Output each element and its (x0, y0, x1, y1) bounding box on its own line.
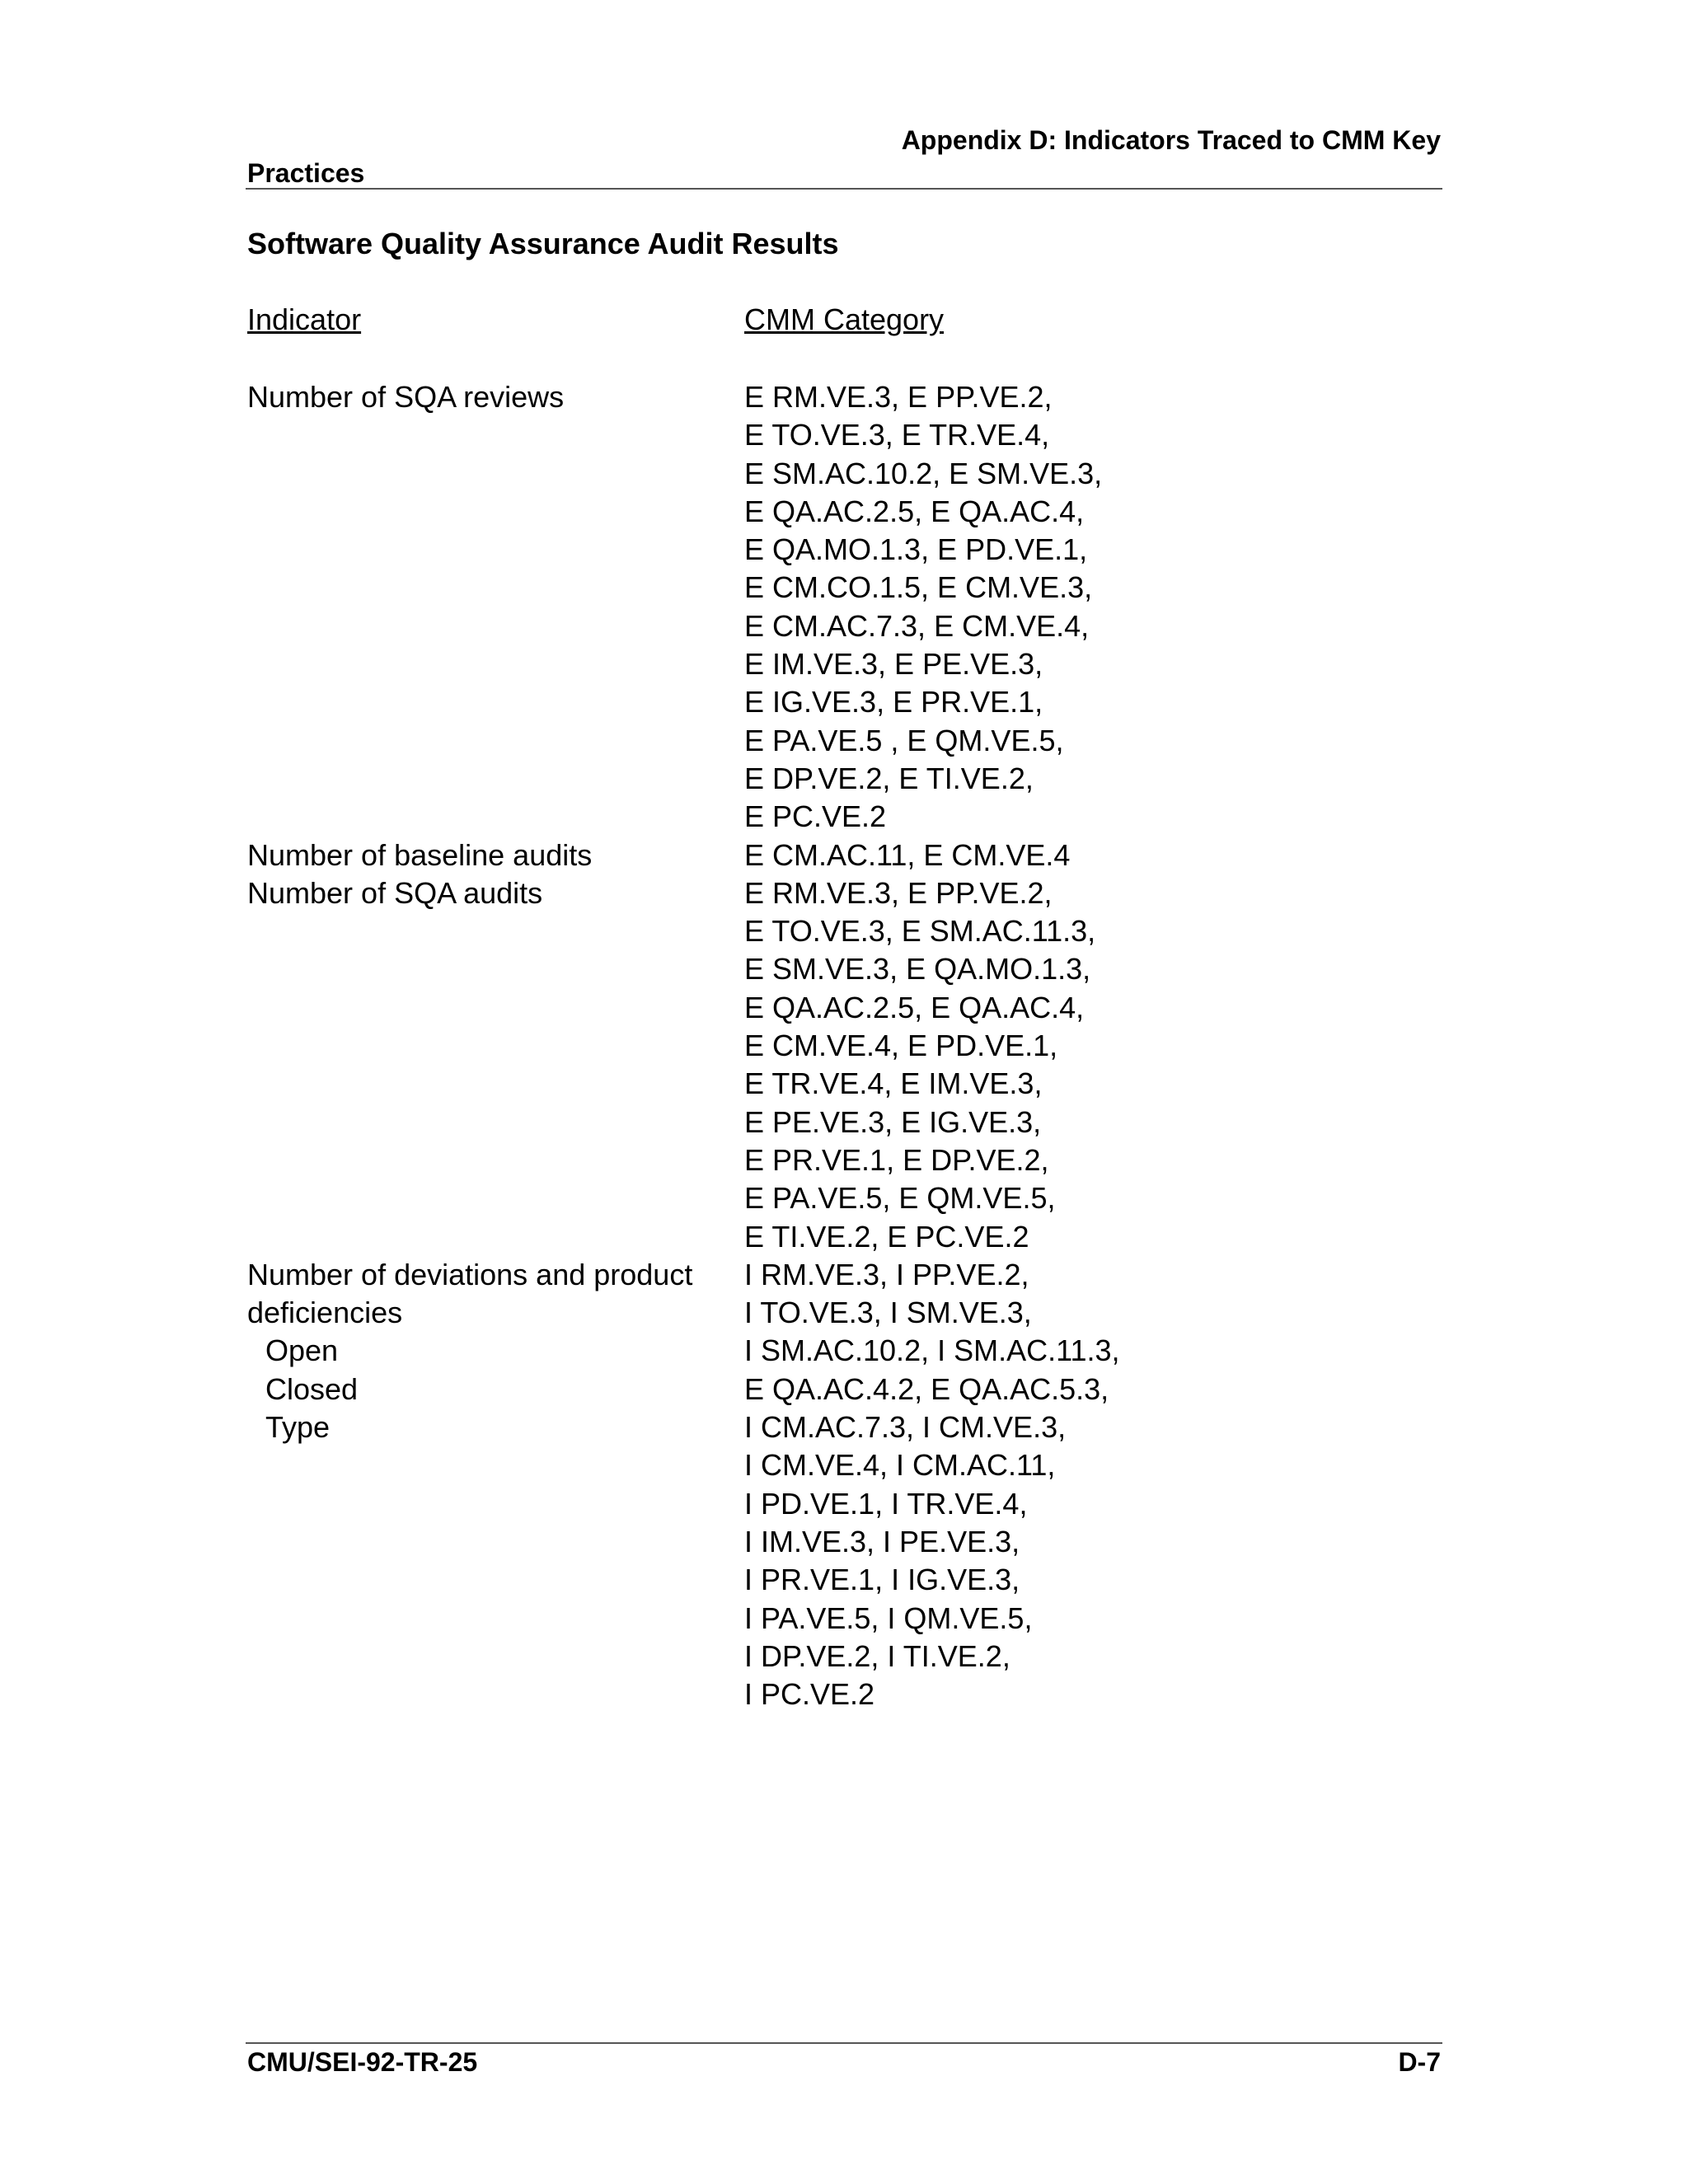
indicator-cell (247, 1256, 744, 1446)
cmm-category-text: E PR.VE.1, E DP.VE.2, (744, 1142, 1049, 1177)
indicator-cell (247, 837, 744, 874)
cmm-category-text: I PD.VE.1, I TR.VE.4, (744, 1486, 1028, 1521)
indicator-text: deficiencies (247, 1296, 403, 1330)
column-header-cmm-category: CMM Category (744, 302, 945, 336)
cmm-category-text: E TR.VE.4, E IM.VE.3, (744, 1066, 1043, 1101)
cmm-category-text: E QA.AC.2.5, E QA.AC.4, (744, 494, 1085, 528)
cmm-category-text: I TO.VE.3, I SM.VE.3, (744, 1296, 1032, 1330)
cmm-category-text: E DP.VE.2, E TI.VE.2, (744, 761, 1034, 795)
sub-indicator-text: Open (265, 1333, 339, 1368)
cmm-category-text: E IM.VE.3, E PE.VE.3, (744, 647, 1043, 682)
cmm-category-text: E QA.MO.1.3, E PD.VE.1, (744, 532, 1088, 567)
cmm-category-text: E CM.AC.7.3, E CM.VE.4, (744, 608, 1090, 643)
cmm-category-text: I PA.VE.5, I QM.VE.5, (744, 1601, 1033, 1635)
cmm-category-text: E CM.VE.4, E PD.VE.1, (744, 1029, 1058, 1063)
column-header-indicator: Indicator (247, 302, 362, 336)
cmm-category-text: E PA.VE.5, E QM.VE.5, (744, 1181, 1056, 1216)
cmm-category-text: E CM.AC.11, E CM.VE.4 (744, 837, 1071, 872)
cmm-category-text: I SM.AC.10.2, I SM.AC.11.3, (744, 1333, 1120, 1368)
cmm-category-text: I DP.VE.2, I TI.VE.2, (744, 1638, 1010, 1673)
cmm-category-cell (744, 378, 1442, 837)
running-header-continuation: Practices (247, 158, 365, 188)
cmm-category-text: E IG.VE.3, E PR.VE.1, (744, 685, 1043, 719)
cmm-category-text: I IM.VE.3, I PE.VE.3, (744, 1524, 1020, 1558)
indicator-table (247, 378, 1442, 1713)
cmm-category-text: I CM.VE.4, I CM.AC.11, (744, 1448, 1056, 1483)
footer-report-id: CMU/SEI-92-TR-25 (247, 2047, 478, 2077)
cmm-category-text: E QA.AC.2.5, E QA.AC.4, (744, 990, 1085, 1024)
cmm-category-text: E RM.VE.3, E PP.VE.2, (744, 380, 1053, 414)
indicator-text: Number of SQA audits (247, 875, 543, 910)
cmm-category-text: E PA.VE.5 , E QM.VE.5, (744, 723, 1064, 757)
section-title: Software Quality Assurance Audit Results (247, 227, 839, 260)
cmm-category-text: E TO.VE.3, E SM.AC.11.3, (744, 914, 1096, 949)
table-row (247, 378, 1442, 837)
cmm-category-text: E RM.VE.3, E PP.VE.2, (744, 875, 1053, 910)
sub-indicator-text: Type (265, 1410, 331, 1445)
header-rule (246, 188, 1442, 190)
indicator-cell (247, 378, 744, 416)
table-row (247, 874, 1442, 1256)
cmm-category-text: E TO.VE.3, E TR.VE.4, (744, 418, 1050, 452)
cmm-category-text: E PC.VE.2 (744, 799, 887, 834)
indicator-text: Number of baseline audits (247, 837, 593, 872)
cmm-category-text: E CM.CO.1.5, E CM.VE.3, (744, 570, 1093, 605)
cmm-category-text: E PE.VE.3, E IG.VE.3, (744, 1104, 1042, 1139)
footer-page-number: D-7 (1398, 2047, 1441, 2077)
running-header-title: Appendix D: Indicators Traced to CMM Key (901, 125, 1441, 155)
table-row (247, 837, 1442, 874)
indicator-text: Number of deviations and product (247, 1257, 693, 1291)
cmm-category-cell (744, 874, 1442, 1256)
cmm-category-text: I RM.VE.3, I PP.VE.2, (744, 1257, 1029, 1291)
cmm-category-text: E SM.VE.3, E QA.MO.1.3, (744, 952, 1091, 987)
cmm-category-text: E SM.AC.10.2, E SM.VE.3, (744, 456, 1103, 490)
indicator-text: Number of SQA reviews (247, 380, 565, 414)
indicator-cell (247, 874, 744, 912)
cmm-category-text: I CM.AC.7.3, I CM.VE.3, (744, 1410, 1067, 1445)
cmm-category-text: E QA.AC.4.2, E QA.AC.5.3, (744, 1371, 1109, 1406)
cmm-category-text: E TI.VE.2, E PC.VE.2 (744, 1219, 1029, 1254)
cmm-category-text: I PR.VE.1, I IG.VE.3, (744, 1563, 1020, 1597)
cmm-category-cell (744, 1256, 1442, 1714)
sub-indicator-text: Closed (265, 1371, 359, 1406)
footer-rule (246, 2042, 1442, 2044)
table-row (247, 1256, 1442, 1714)
cmm-category-text: I PC.VE.2 (744, 1677, 875, 1712)
cmm-category-cell (744, 837, 1442, 874)
